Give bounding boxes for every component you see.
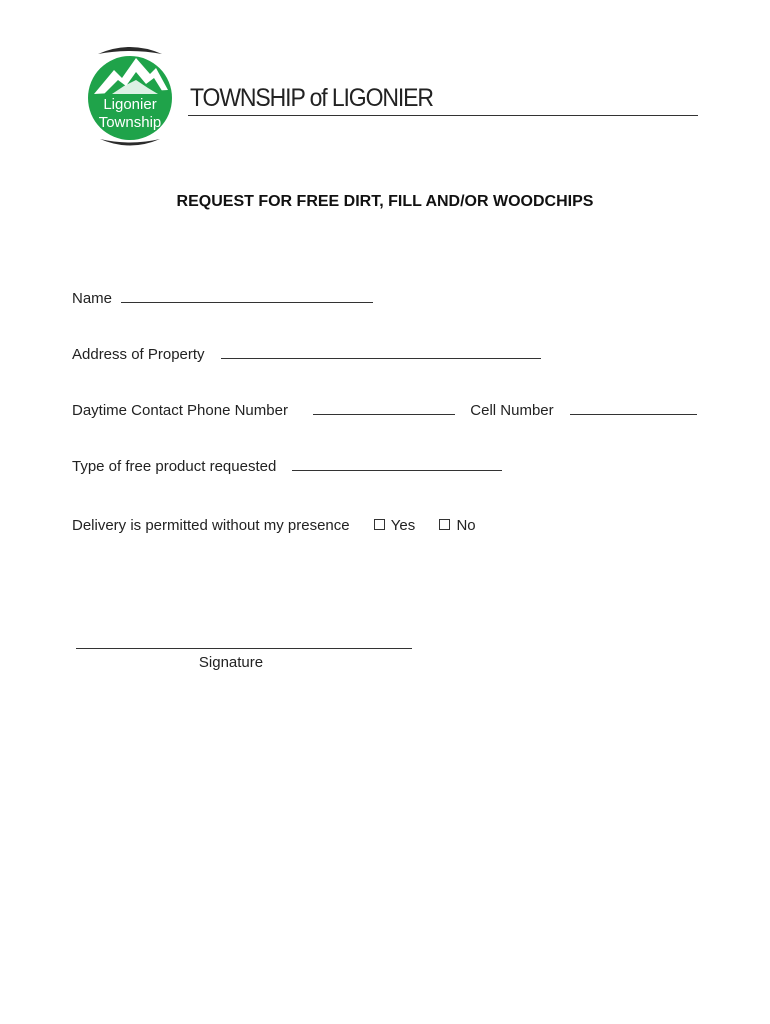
cell-blank-line[interactable]	[570, 402, 697, 415]
organization-title: TOWNSHIP of LIGONIER	[190, 84, 433, 112]
signature-blank-line[interactable]	[76, 636, 412, 649]
no-checkbox[interactable]	[439, 519, 450, 530]
form-title: REQUEST FOR FREE DIRT, FILL AND/OR WOODCHIPS	[176, 193, 594, 210]
address-blank-line[interactable]	[221, 346, 541, 359]
product-blank-line[interactable]	[292, 458, 502, 471]
signature-area	[76, 636, 412, 653]
no-label: No	[456, 517, 476, 534]
name-blank-line[interactable]	[121, 290, 373, 303]
delivery-label: Delivery is permitted without my presence	[72, 517, 350, 534]
address-field-row	[72, 346, 541, 363]
phone-field-row	[72, 402, 697, 419]
product-field-row	[72, 458, 502, 475]
name-field-row	[72, 290, 373, 307]
yes-label: Yes	[390, 517, 416, 534]
yes-option[interactable]	[374, 517, 420, 534]
logo-text-line1: Ligonier	[103, 96, 157, 113]
name-label: Name	[72, 290, 113, 307]
signature-label: Signature	[198, 654, 264, 671]
logo-text-line2: Township	[98, 114, 162, 131]
phone-blank-line[interactable]	[313, 402, 455, 415]
yes-checkbox[interactable]	[374, 519, 385, 530]
delivery-field-row	[72, 517, 476, 534]
product-label: Type of free product requested	[72, 458, 277, 475]
no-option[interactable]	[439, 517, 475, 534]
cell-label: Cell Number	[470, 402, 554, 419]
address-label: Address of Property	[72, 346, 205, 363]
phone-label: Daytime Contact Phone Number	[72, 402, 288, 419]
header-rule	[188, 115, 698, 116]
township-logo	[84, 44, 176, 148]
